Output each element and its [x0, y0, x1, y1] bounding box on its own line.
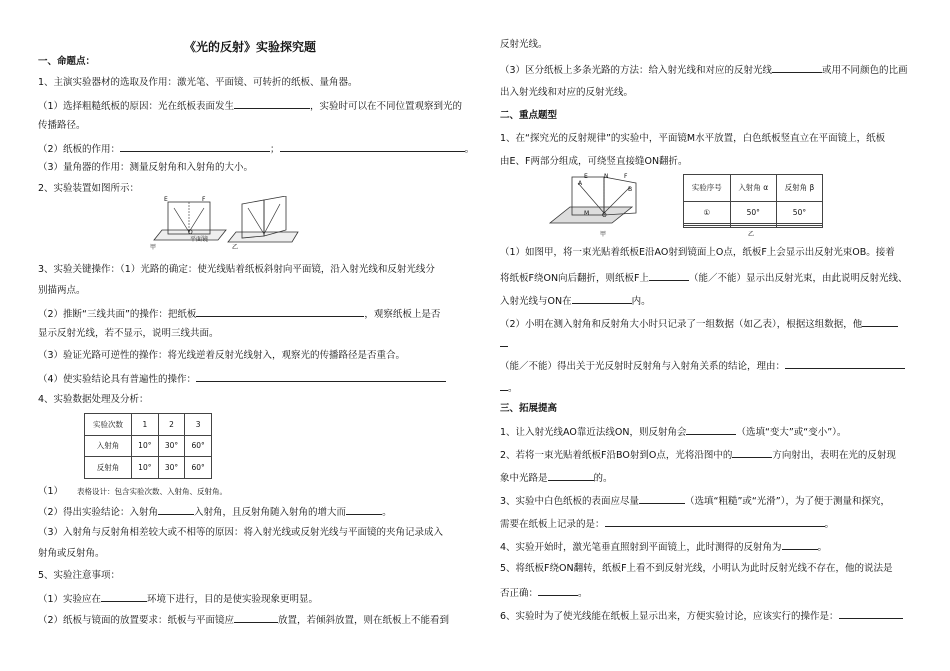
paragraph: 4、实验数据处理及分析：	[38, 394, 149, 405]
paragraph: 4、实验开始时，激光笔垂直照射到平面镜上，此时测得的反射角为 。	[500, 539, 827, 554]
paragraph: （3）入射角与反射角相差较大或不相等的原因：将入射光线或反射光线与平面镜的夹角记录成入	[38, 527, 444, 538]
answer-blank[interactable]	[639, 493, 685, 504]
answer-blank[interactable]	[196, 306, 364, 317]
answer-blank[interactable]	[862, 316, 898, 327]
answer-blank[interactable]	[649, 270, 689, 281]
paragraph: （1） 表格设计：包含实验次数、入射角、反射角。	[38, 486, 228, 497]
apparatus-figure	[150, 196, 300, 254]
answer-blank[interactable]	[782, 539, 818, 550]
answer-blank[interactable]	[120, 141, 270, 152]
answer-blank[interactable]	[686, 424, 736, 435]
figure-label-yi: 乙	[232, 244, 239, 251]
figure-label-jia: 甲	[150, 244, 157, 251]
paragraph: 反射光线。	[500, 39, 548, 50]
figure-label-B: B	[628, 186, 633, 193]
section-heading-1: 一、命题点：	[38, 56, 96, 67]
paragraph: 5、实验注意事项：	[38, 570, 121, 581]
paragraph: 别描两点。	[38, 285, 86, 296]
answer-line[interactable]	[500, 336, 508, 351]
paragraph: （2）推断“三线共面”的操作：把纸板 ，观察纸板上是否	[38, 306, 440, 321]
answer-blank[interactable]	[785, 358, 905, 369]
figure-label-mirror: 平面镜	[190, 236, 209, 243]
data-table: 实验次数 1 2 3 入射角 10° 30° 60° 反射角 10° 30° 60°	[84, 413, 212, 479]
results-table: 实验序号 入射角 α 反射角 β ① 50° 50°	[683, 174, 823, 228]
answer-blank[interactable]	[234, 612, 278, 623]
paragraph: （1）实验应在 环境下进行，目的是使实验现象更明显。	[38, 591, 318, 606]
figure-label-jia: 甲	[600, 231, 607, 238]
paragraph: （2）纸板与镜面的放置要求：纸板与平面镜应 放置，若倾斜放置，则在纸板上不能看到	[38, 612, 449, 627]
figure-label-N: N	[604, 173, 609, 180]
paragraph: 入射光线与ON在 内。	[500, 293, 651, 308]
paragraph: （能／不能）得出关于光反射时反射角与入射角关系的结论，理由：	[500, 358, 905, 373]
paragraph: 否正确： 。	[500, 585, 588, 600]
figure-label-E: E	[164, 196, 168, 203]
figure-label-E: E	[584, 173, 588, 180]
paragraph: 传播路径。	[38, 120, 86, 131]
paragraph: 1、让入射光线AO靠近法线ON，则反射角会 （选填“变大”或“变小”）。	[500, 424, 846, 439]
section-heading-3: 三、拓展提高	[500, 403, 558, 414]
paragraph: 将纸板F绕ON向后翻折，则纸板F上 （能／不能）显示出反射光束，由此说明反射光线、	[500, 270, 908, 285]
answer-blank[interactable]	[772, 62, 822, 73]
paragraph: （1）选择粗糙纸板的原因：光在纸板表面发生 ，实验时可以在不同位置观察到光的	[38, 98, 462, 113]
answer-blank[interactable]	[158, 504, 194, 515]
answer-blank[interactable]	[538, 585, 578, 596]
answer-blank[interactable]	[548, 470, 594, 481]
paragraph: 3、实验中白色纸板的表面应尽量 （选填“粗糙”或“光滑”），为了便于测量和探究，	[500, 493, 890, 508]
paragraph: （1）如图甲，将一束光贴着纸板E沿AO射到镜面上O点，纸板F上会显示出反射光束OB。接着	[500, 247, 895, 258]
paragraph: 1、主演实验器材的选取及作用：激光笔、平面镜、可转折的纸板、量角器。	[38, 77, 358, 88]
paragraph: 。	[500, 380, 518, 395]
answer-blank[interactable]	[346, 504, 382, 515]
paragraph: 2、实验装置如图所示：	[38, 183, 140, 194]
paragraph: 象中光路是 的。	[500, 470, 613, 485]
answer-blank[interactable]	[234, 98, 310, 109]
paragraph: （4）使实验结论具有普遍性的操作：	[38, 371, 446, 386]
answer-blank[interactable]	[196, 371, 446, 382]
figure-label-F: F	[202, 196, 206, 203]
figure-label-F: F	[624, 173, 628, 180]
figure-label-O: O	[602, 212, 607, 219]
paragraph: 1、在“探究光的反射规律”的实验中，平面镜M水平放置，白色纸板竖直立在平面镜上，纸板	[500, 133, 886, 144]
paragraph: （2）得出实验结论：入射角 入射角，且反射角随入射角的增大而 。	[38, 504, 392, 519]
paragraph: 3、实验关键操作：（1）光路的确定：使光线贴着纸板斜射向平面镜，沿入射光线和反射光线分	[38, 264, 435, 275]
paragraph: 2、若将一束光贴着纸板F沿BO射到O点，光将沿图中的 方向射出，表明在光的反射现	[500, 447, 896, 462]
paragraph: （2）小明在测入射角和反射角大小时只记录了一组数据（如乙表），根据这组数据，他	[500, 316, 898, 331]
answer-blank[interactable]	[572, 293, 632, 304]
paragraph: （2）纸板的作用： ； 。	[38, 141, 474, 156]
paragraph: 6、实验时为了使光线能在纸板上显示出来，方便实验讨论，应该实行的操作是：	[500, 608, 903, 623]
page-title: 《光的反射》实验探究题	[183, 40, 316, 54]
paragraph: 由E、F两部分组成，可绕竖直接缝ON翻折。	[500, 156, 688, 167]
answer-blank[interactable]	[101, 591, 147, 602]
paragraph: （3）验证光路可逆性的操作：将光线逆着反射光线射入，观察光的传播路径是否重合。	[38, 350, 406, 361]
paragraph: 显示反射光线，若不显示，说明三线共面。	[38, 328, 219, 339]
paragraph: 需要在纸板上记录的是： 。	[500, 516, 834, 531]
reflection-figure	[548, 173, 658, 237]
paragraph: 射角或反射角。	[38, 548, 105, 559]
paragraph: 出入射光线和对应的反射光线。	[500, 87, 634, 98]
figure-label-yi: 乙	[748, 231, 755, 238]
answer-blank[interactable]	[839, 608, 903, 619]
answer-blank[interactable]	[732, 447, 772, 458]
answer-blank[interactable]	[605, 516, 825, 527]
figure-label-M: M	[584, 210, 590, 217]
paragraph: （3）区分纸板上多条光路的方法：给入射光线和对应的反射光线 或用不同颜色的比画	[500, 62, 908, 77]
section-heading-2: 二、重点题型	[500, 110, 558, 121]
figure-label-A: A	[578, 180, 583, 187]
answer-blank[interactable]	[280, 141, 465, 152]
paragraph: （3）量角器的作用：测量反射角和入射角的大小。	[38, 162, 254, 173]
answer-blank[interactable]	[500, 380, 508, 391]
figure-label-O: O	[188, 229, 193, 236]
paragraph: 5、将纸板F绕ON翻转，纸板F上看不到反射光线，小明认为此时反射光线不存在，他的说法是	[500, 563, 893, 574]
